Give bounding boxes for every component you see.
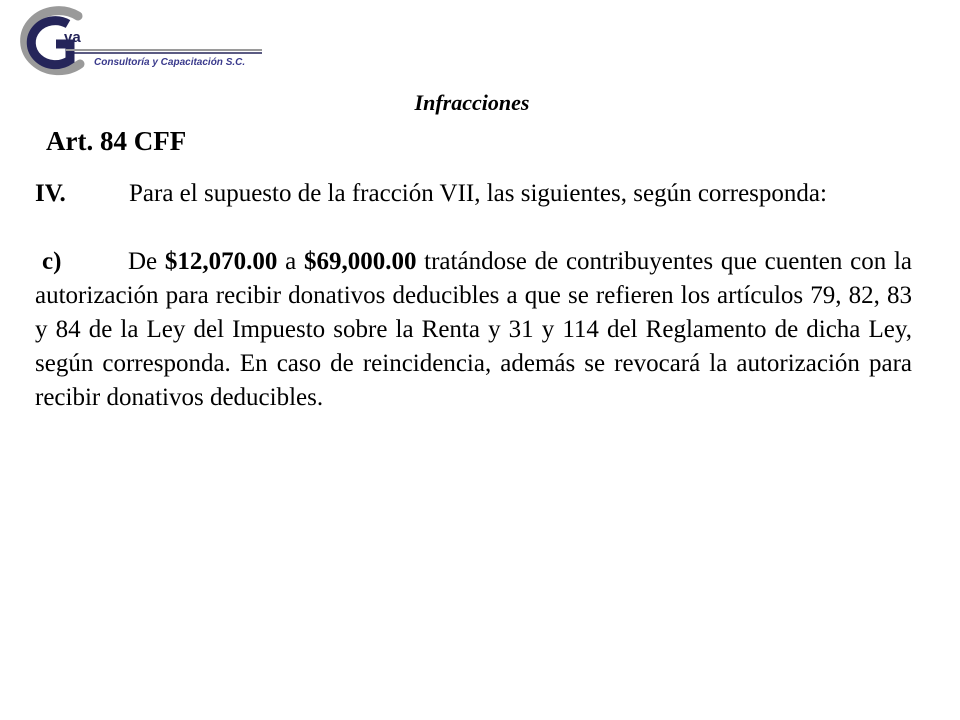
item-iv-marker: IV. bbox=[35, 180, 66, 207]
item-iv-text: Para el supuesto de la fracción VII, las siguientes, según corresponda: bbox=[129, 180, 827, 207]
article-heading: Art. 84 CFF bbox=[46, 126, 187, 156]
logo-graphic bbox=[6, 2, 266, 80]
item-c-text-rest: tratándose de contribuyentes que cuenten con la autorización para recibir donativos deducibles a que se refieren los artículos 79, 82, 83 y 84 de la Ley del Impuesto sobre la Renta y 31 y 114 del Reglamento de dicha Ley, según corresponda. En caso de reincidencia, además se revocará la autorización para recibir donativos deducibles. bbox=[35, 248, 912, 411]
article-content bbox=[35, 177, 912, 415]
section-title: Infracciones bbox=[414, 90, 530, 115]
item-c-marker: c) bbox=[42, 248, 62, 275]
logo-letters: va bbox=[64, 29, 81, 46]
item-c-paragraph bbox=[35, 245, 912, 415]
item-c-amount-min: $12,070.00 bbox=[164, 248, 278, 275]
item-c-text-start: De bbox=[128, 248, 165, 275]
item-c-text-mid: a bbox=[277, 248, 304, 275]
item-iv-paragraph bbox=[35, 177, 912, 211]
item-c-amount-max: $69,000.00 bbox=[303, 248, 417, 275]
company-logo bbox=[6, 2, 266, 80]
logo-company-name: Consultoría y Capacitación S.C. bbox=[94, 57, 246, 68]
